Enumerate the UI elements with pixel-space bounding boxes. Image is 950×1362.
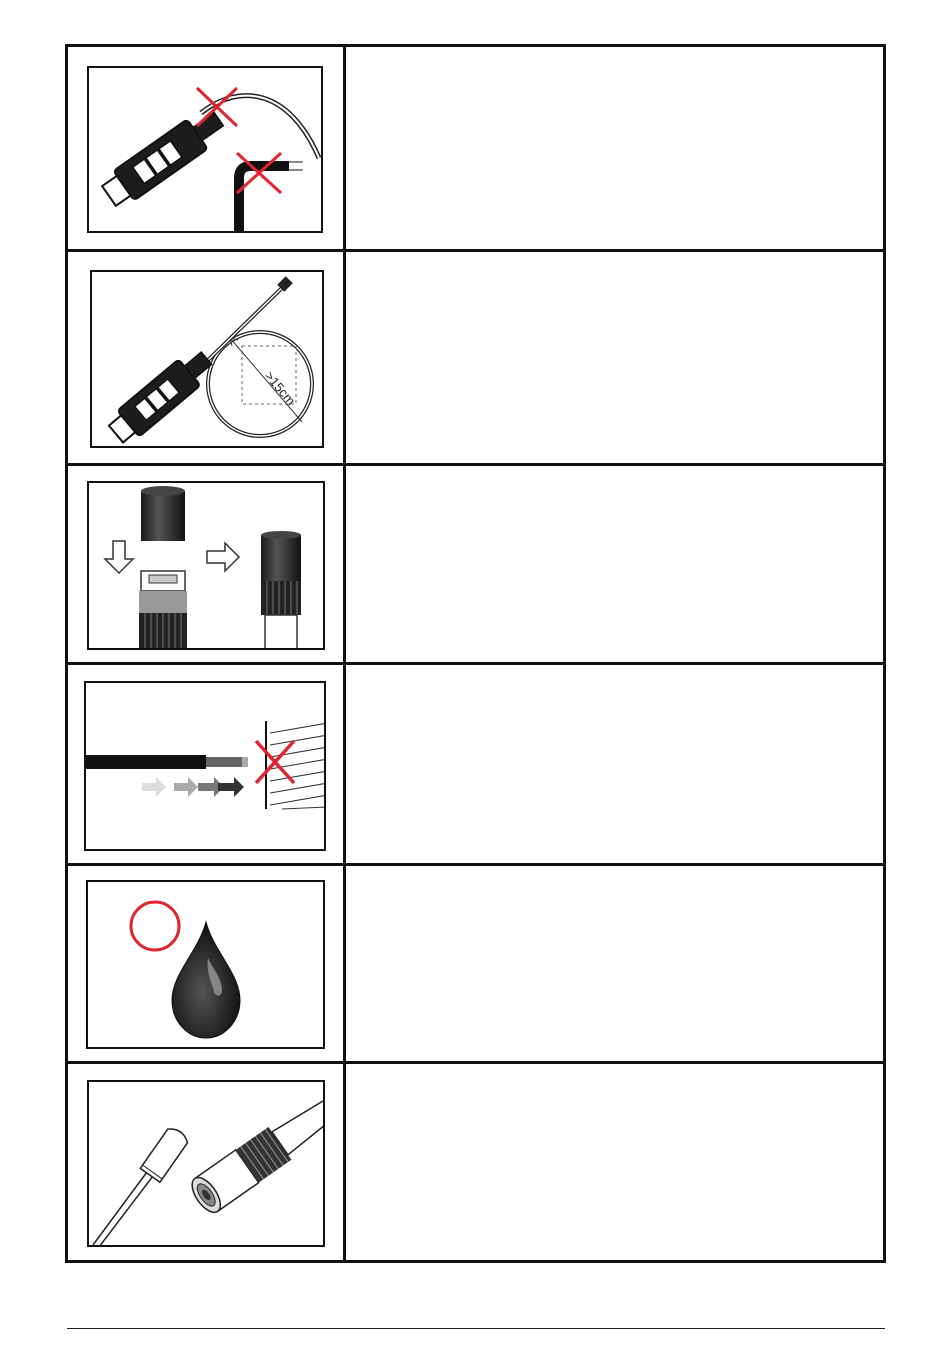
footer-divider	[67, 1328, 885, 1329]
illustration-cell	[68, 1064, 346, 1260]
table-row	[68, 47, 883, 252]
row-text	[346, 47, 883, 249]
water-drop-ok-icon	[86, 880, 325, 1049]
row-text	[346, 866, 883, 1061]
row-text	[346, 1064, 883, 1260]
probe-bend-warning-icon	[87, 66, 323, 233]
illustration-cell	[68, 466, 346, 662]
table-row	[68, 466, 883, 665]
table-row	[68, 866, 883, 1064]
cap-attach-icon	[87, 481, 325, 650]
cable-coil-radius-icon	[90, 270, 324, 448]
illustration-cell	[68, 252, 346, 463]
table-row	[68, 665, 883, 866]
illustration-cell	[68, 665, 346, 863]
probe-impact-warning-icon	[84, 681, 326, 851]
table-row	[68, 252, 883, 466]
row-text	[346, 665, 883, 863]
illustration-cell	[68, 866, 346, 1061]
row-text	[346, 252, 883, 463]
radius-dimension-label: >15cm	[261, 368, 299, 409]
instruction-table	[65, 44, 886, 1263]
table-row	[68, 1064, 883, 1260]
row-text	[346, 466, 883, 662]
lens-cleaning-icon	[87, 1080, 325, 1247]
illustration-cell	[68, 47, 346, 249]
